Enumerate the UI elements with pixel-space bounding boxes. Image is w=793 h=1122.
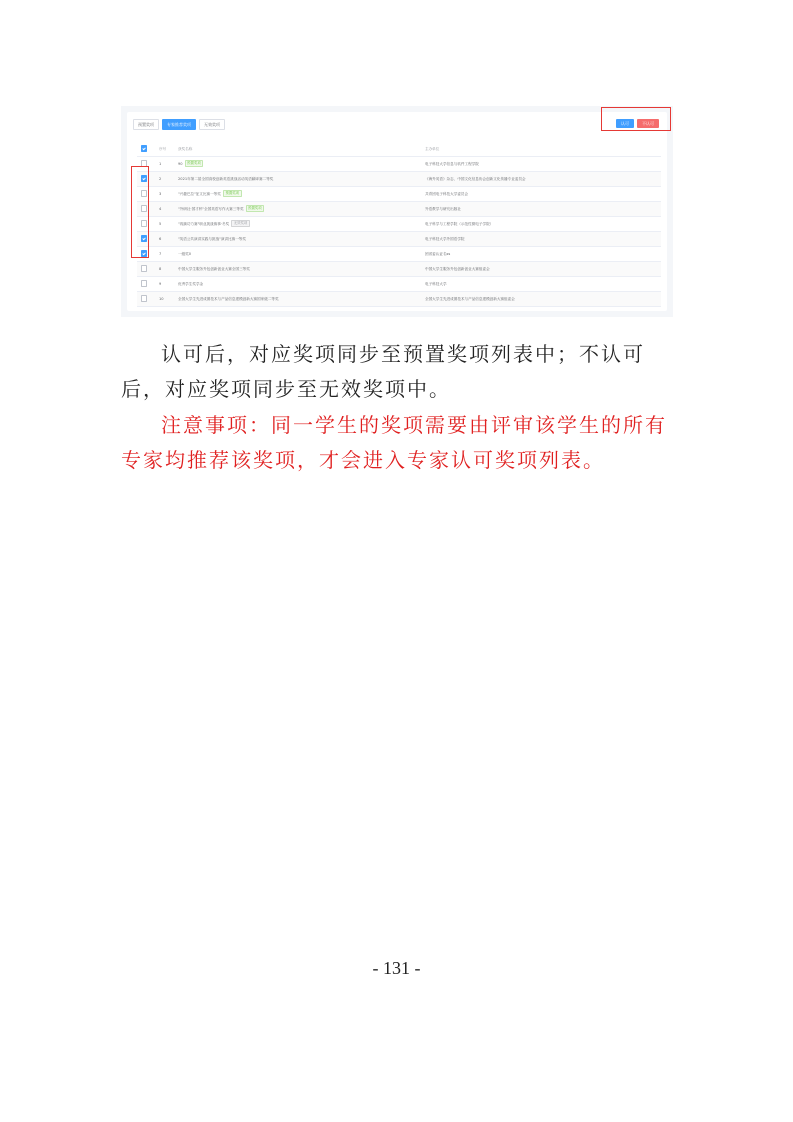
header-org: 主办单位	[425, 147, 440, 151]
row-name-cell	[178, 262, 250, 277]
tab-expert-recommended[interactable]: 专家推荐奖项	[162, 119, 196, 130]
row-organizer: 全国大学生先进成图技术与产品信息建模创新大赛组委会	[425, 297, 515, 301]
row-index: 3	[159, 192, 162, 196]
row-status-tag: 预置奖项	[246, 205, 265, 212]
row-organizer: 电子科学与工程学院（示范性微电子学院）	[425, 222, 494, 226]
page-number: - 131 -	[372, 958, 421, 978]
table-header	[137, 142, 661, 157]
row-award-name: 中国大学生服务外包创新创业大赛全国三等奖	[178, 267, 250, 271]
row-organizer: 电子科技大学	[425, 282, 447, 286]
row-name-cell	[178, 277, 203, 292]
row-name-cell	[178, 172, 273, 187]
row-name-cell	[178, 232, 246, 247]
row-index: 8	[159, 267, 162, 271]
row-status-tag: 预置奖项	[223, 190, 242, 197]
award-table	[137, 142, 661, 307]
table-row[interactable]	[137, 157, 661, 172]
row-name-cell	[178, 292, 279, 307]
reject-button[interactable]: 不认可	[637, 119, 659, 128]
row-organizer: 电子科技大学信息与软件工程学院	[425, 162, 479, 166]
row-index: 7	[159, 252, 162, 256]
paragraph-sync-description: 认可后，对应奖项同步至预置奖项列表中；不认可后，对应奖项同步至无效奖项中。	[121, 342, 645, 401]
row-award-name: 一级奖0	[178, 252, 192, 256]
row-index: 9	[159, 282, 162, 286]
row-index: 1	[159, 162, 162, 166]
table-row[interactable]	[137, 277, 661, 292]
row-organizer: 团省委认证名ss	[425, 252, 451, 256]
row-organizer: 中国大学生服务外包创新创业大赛组委会	[425, 267, 490, 271]
row-award-name: "兴趣巴拉"征文比赛一等奖	[178, 192, 221, 196]
highlight-box-checkboxes	[131, 166, 149, 258]
embedded-screenshot	[121, 106, 673, 317]
highlight-box-actions	[601, 107, 671, 131]
row-name-cell	[178, 202, 264, 217]
row-award-name: 全国大学生先进成图技术与产品信息建模创新大赛国家级二等奖	[178, 297, 279, 301]
table-row[interactable]	[137, 262, 661, 277]
table-row[interactable]	[137, 187, 661, 202]
approve-button[interactable]: 认可	[616, 119, 634, 128]
row-name-cell	[178, 217, 250, 232]
row-award-name: "英语公共演讲实践与挑战"演讲比赛一等奖	[178, 237, 246, 241]
row-index: 4	[159, 207, 162, 211]
row-organizer: 电子科技大学外国语学院	[425, 237, 465, 241]
table-row[interactable]	[137, 247, 661, 262]
row-name-cell	[178, 247, 191, 262]
row-organizer: 《海外英语》杂志、中国文化信息协会创新文化传播专业委员会	[425, 177, 526, 181]
row-name-cell	[178, 187, 242, 202]
row-organizer: 共青团电子科技大学委员会	[425, 192, 469, 196]
row-award-name: 2021年第二届全国高校创新英语挑战活动英语翻译赛二等奖	[178, 177, 274, 181]
header-index: 序号	[159, 147, 167, 151]
row-status-tag: 预置奖项	[185, 160, 204, 167]
row-checkbox[interactable]	[141, 295, 147, 301]
row-organizer: 外语教学与研究出版社	[425, 207, 461, 211]
table-row[interactable]	[137, 172, 661, 187]
row-award-name: "再摘功力赛"职业挑战赛事·冬奖	[178, 222, 230, 226]
row-checkbox[interactable]	[141, 280, 147, 286]
row-award-name: 优秀学生奖学金	[178, 282, 204, 286]
row-status-tag: 无效奖项	[231, 220, 250, 227]
table-row[interactable]	[137, 292, 661, 307]
row-index: 2	[159, 177, 162, 181]
paragraph-note: 注意事项：同一学生的奖项需要由评审该学生的所有专家均推荐该奖项，才会进入专家认可奖项列表。	[121, 413, 667, 472]
award-panel	[127, 112, 667, 311]
table-row[interactable]	[137, 202, 661, 217]
table-row[interactable]	[137, 232, 661, 247]
select-all-checkbox[interactable]	[141, 145, 147, 151]
header-name: 获奖名称	[178, 147, 193, 151]
row-index: 10	[159, 297, 164, 301]
row-name-cell	[178, 157, 203, 172]
row-award-name: 90	[178, 162, 183, 166]
row-index: 6	[159, 237, 162, 241]
tab-invalid-awards[interactable]: 无效奖项	[199, 119, 225, 130]
row-checkbox[interactable]	[141, 265, 147, 271]
row-award-name: "外研社·国才杯"全国英语写作大赛三等奖	[178, 207, 244, 211]
row-index: 5	[159, 222, 162, 226]
tab-preset-awards[interactable]: 预置奖项	[133, 119, 159, 130]
tab-bar	[133, 119, 225, 130]
table-row[interactable]	[137, 217, 661, 232]
